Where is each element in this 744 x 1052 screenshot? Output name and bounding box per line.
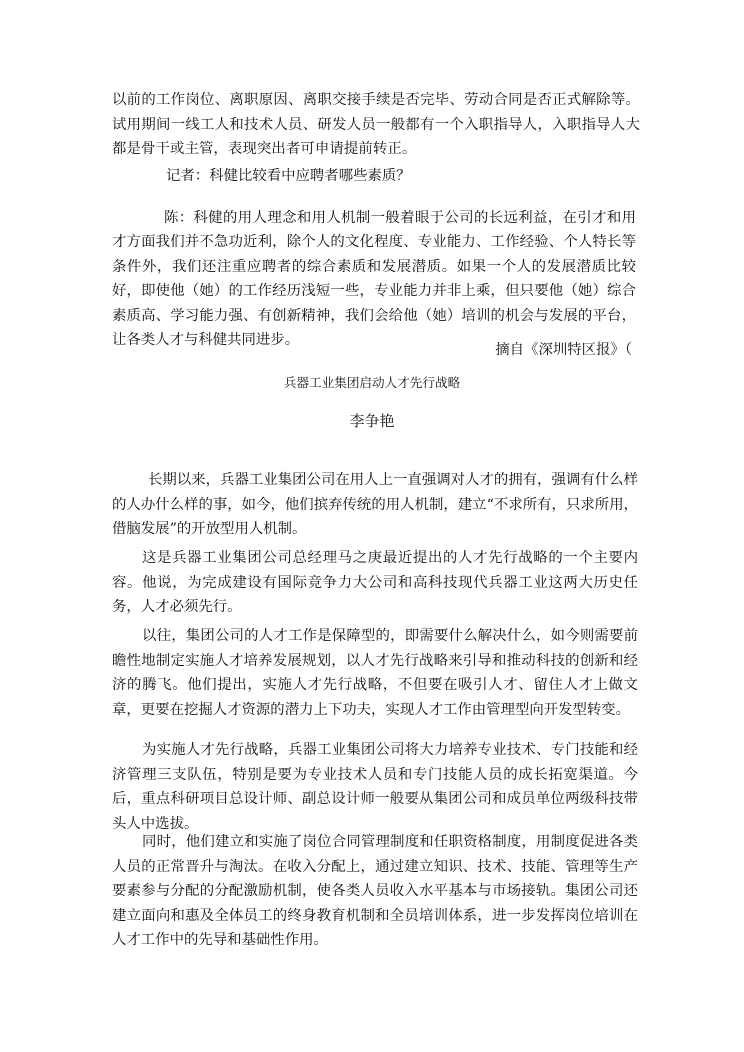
article-paragraph: 长期以来，兵器工业集团公司在用人上一直强调对人才的拥有，强调有什么样的人办什么样的事，如今，他们摈弃传统的用人机制，建立“不求所有，只求所用，借脑发展”的开放型用人机制。 bbox=[112, 472, 638, 538]
source-citation: 摘自《深圳特区报》（ bbox=[495, 342, 632, 358]
intro-paragraph: 以前的工作岗位、离职原因、离职交接手续是否完毕、劳动合同是否正式解除等。试用期间一线工人和技术人员、研发人员一般都有一个入职指导人，入职指导人大都是骨干或主管，表现突出者可申请提前转正。 bbox=[112, 92, 640, 158]
interview-answer: 陈：科健的用人理念和用人机制一般着眼于公司的长远利益，在引才和用才方面我们并不急功近利，除个人的文化程度、专业能力、工作经验、个人特长等条件外，我们还注重应聘者的综合素质和发展潜质。如果一个人的发展潜质比较好，即使他（她）的工作经历浅短一些，专业能力并非上乘，但只要他（她）综合素质高、学习能力强、有创新精神，我们会给他（她）培训的机会与发展的平台，让各类人才与科健共同进步。 bbox=[112, 210, 636, 349]
article-paragraph: 这是兵器工业集团公司总经理马之庚最近提出的人才先行战略的一个主要内容。他说，为完成建设有国际竞争力大公司和高科技现代兵器工业这两大历史任务，人才必须先行。 bbox=[112, 550, 638, 616]
article-author: 李争艳 bbox=[349, 412, 395, 430]
article-title: 兵器工业集团启动人才先行战略 bbox=[283, 375, 461, 390]
interview-question: 记者：科健比较看中应聘者哪些素质？ bbox=[166, 168, 411, 184]
article-paragraph: 为实施人才先行战略，兵器工业集团公司将大力培养专业技术、专门技能和经济管理三支队伍，特别是要为专业技术人员和专门技能人员的成长拓宽渠道。今后，重点科研项目总设计师、副总设计师一般要从集团公司和成员单位两级科技带头人中选拔。 bbox=[112, 742, 638, 832]
article-paragraph: 以往，集团公司的人才工作是保障型的，即需要什么解决什么，如今则需要前瞻性地制定实施人才培养发展规划，以人才先行战略来引导和推动科技的创新和经济的腾飞。他们提出，实施人才先行战略，不但要在吸引人才、留住人才上做文章，更要在挖掘人才资源的潜力上下功夫，实现人才工作由管理型向开发型转变。 bbox=[112, 628, 638, 718]
article-paragraph: 同时，他们建立和实施了岗位合同管理制度和任职资格制度，用制度促进各类人员的正常晋升与淘汰。在收入分配上，通过建立知识、技术、技能、管理等生产要素参与分配的分配激励机制，使各类人员收入水平基本与市场接轨。集团公司还建立面向和惠及全体员工的终身教育机制和全员培训体系，进一步发挥岗位培训在人才工作中的先导和基础性作用。 bbox=[112, 834, 638, 949]
intro-section bbox=[112, 88, 640, 162]
